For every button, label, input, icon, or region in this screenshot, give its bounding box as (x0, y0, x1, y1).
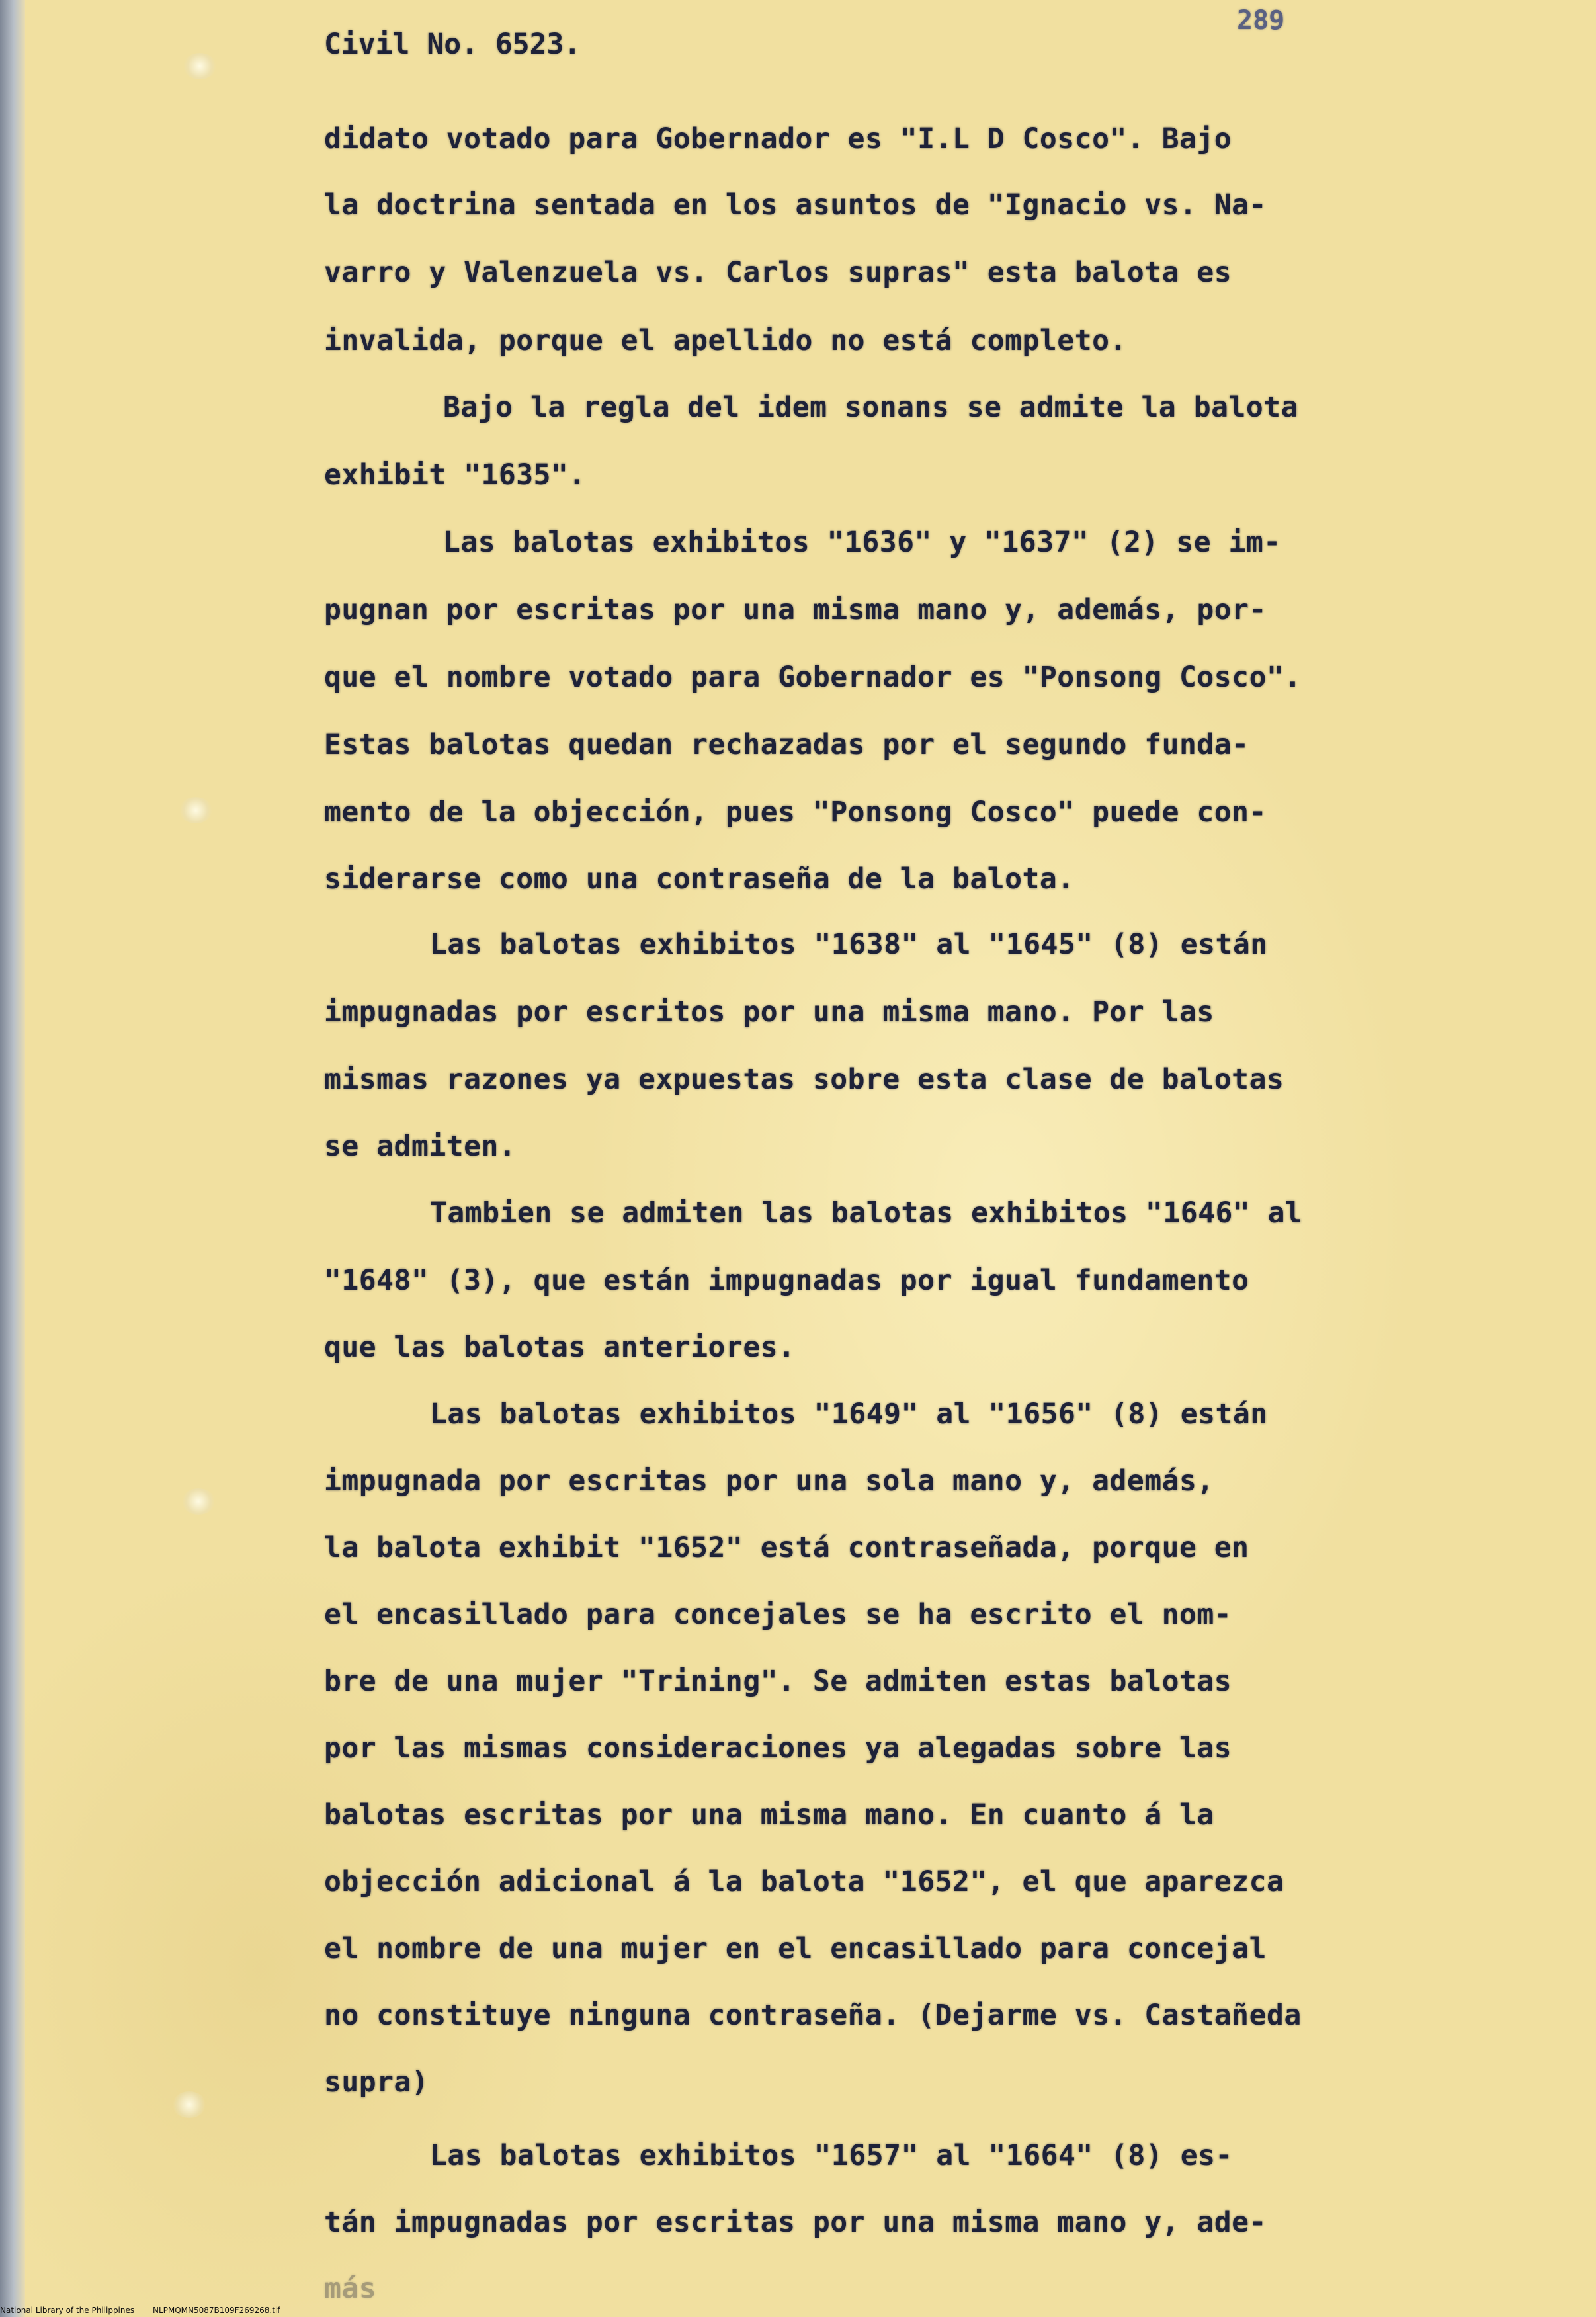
text-line: no constituye ninguna contraseña. (Dejarme vs. Castañeda (324, 1999, 1302, 2032)
library-label: National Library of the Philippines (0, 2306, 135, 2315)
text-line: Bajo la regla del idem sonans se admite la balota (443, 391, 1299, 424)
text-line: que el nombre votado para Gobernador es "Ponsong Cosco". (324, 661, 1302, 694)
file-label: NLPMQMN5087B109F269268.tif (152, 2306, 280, 2315)
case-number: Civil No. 6523. (324, 28, 581, 61)
text-line: el nombre de una mujer en el encasillado para concejal (324, 1932, 1267, 1965)
text-line: Las balotas exhibitos "1636" y "1637" (2) se im- (443, 526, 1281, 559)
text-line: supra) (324, 2066, 429, 2099)
text-line: Tambien se admiten las balotas exhibitos "1646" al (430, 1197, 1303, 1230)
text-line: la balota exhibit "1652" está contraseñada, porque en (324, 1531, 1249, 1564)
text-line: mismas razones ya expuestas sobre esta clase de balotas (324, 1063, 1284, 1096)
punch-hole-top (183, 53, 217, 79)
text-line: balotas escritas por una misma mano. En cuanto á la (324, 1798, 1214, 1832)
text-line: Las balotas exhibitos "1649" al "1656" (8) están (430, 1398, 1268, 1431)
punch-hole-upper (179, 797, 213, 823)
text-line: invalida, porque el apellido no está completo. (324, 324, 1127, 357)
page-number: 289 (1237, 5, 1285, 36)
text-line: tán impugnadas por escritas por una misma mano y, ade- (324, 2206, 1267, 2239)
punch-hole-bottom (172, 2091, 206, 2118)
text-line: la doctrina sentada en los asuntos de "Ignacio vs. Na- (324, 189, 1267, 222)
text-line: bre de una mujer "Trining". Se admiten estas balotas (324, 1665, 1232, 1698)
scanner-edge-strip (0, 0, 25, 2317)
text-line: varro y Valenzuela vs. Carlos supras" esta balota es (324, 256, 1232, 289)
text-line: pugnan por escritas por una misma mano y, además, por- (324, 593, 1267, 626)
text-line: Las balotas exhibitos "1638" al "1645" (8) están (430, 928, 1268, 961)
text-line: mento de la objección, pues "Ponsong Cosco" puede con- (324, 796, 1267, 829)
text-line: Estas balotas quedan rechazadas por el segundo funda- (324, 728, 1249, 761)
text-line: objección adicional á la balota "1652", el que aparezca (324, 1865, 1284, 1898)
text-line: exhibit "1635". (324, 458, 586, 491)
text-line-faint: más (324, 2272, 377, 2305)
text-line: impugnadas por escritos por una misma mano. Por las (324, 995, 1214, 1029)
text-line: didato votado para Gobernador es "I.L D Cosco". Bajo (324, 122, 1232, 155)
scan-footer (0, 2306, 296, 2315)
text-line: Las balotas exhibitos "1657" al "1664" (8) es- (430, 2139, 1233, 2172)
text-line: por las mismas consideraciones ya alegadas sobre las (324, 1732, 1232, 1765)
text-line: el encasillado para concejales se ha escrito el nom- (324, 1598, 1232, 1631)
text-line: se admiten. (324, 1130, 517, 1163)
text-line: que las balotas anteriores. (324, 1331, 796, 1364)
punch-hole-lower (181, 1488, 216, 1515)
text-line: impugnada por escritas por una sola mano y, además, (324, 1464, 1214, 1497)
text-line: siderarse como una contraseña de la balota. (324, 863, 1075, 896)
text-line: "1648" (3), que están impugnadas por igual fundamento (324, 1264, 1249, 1297)
